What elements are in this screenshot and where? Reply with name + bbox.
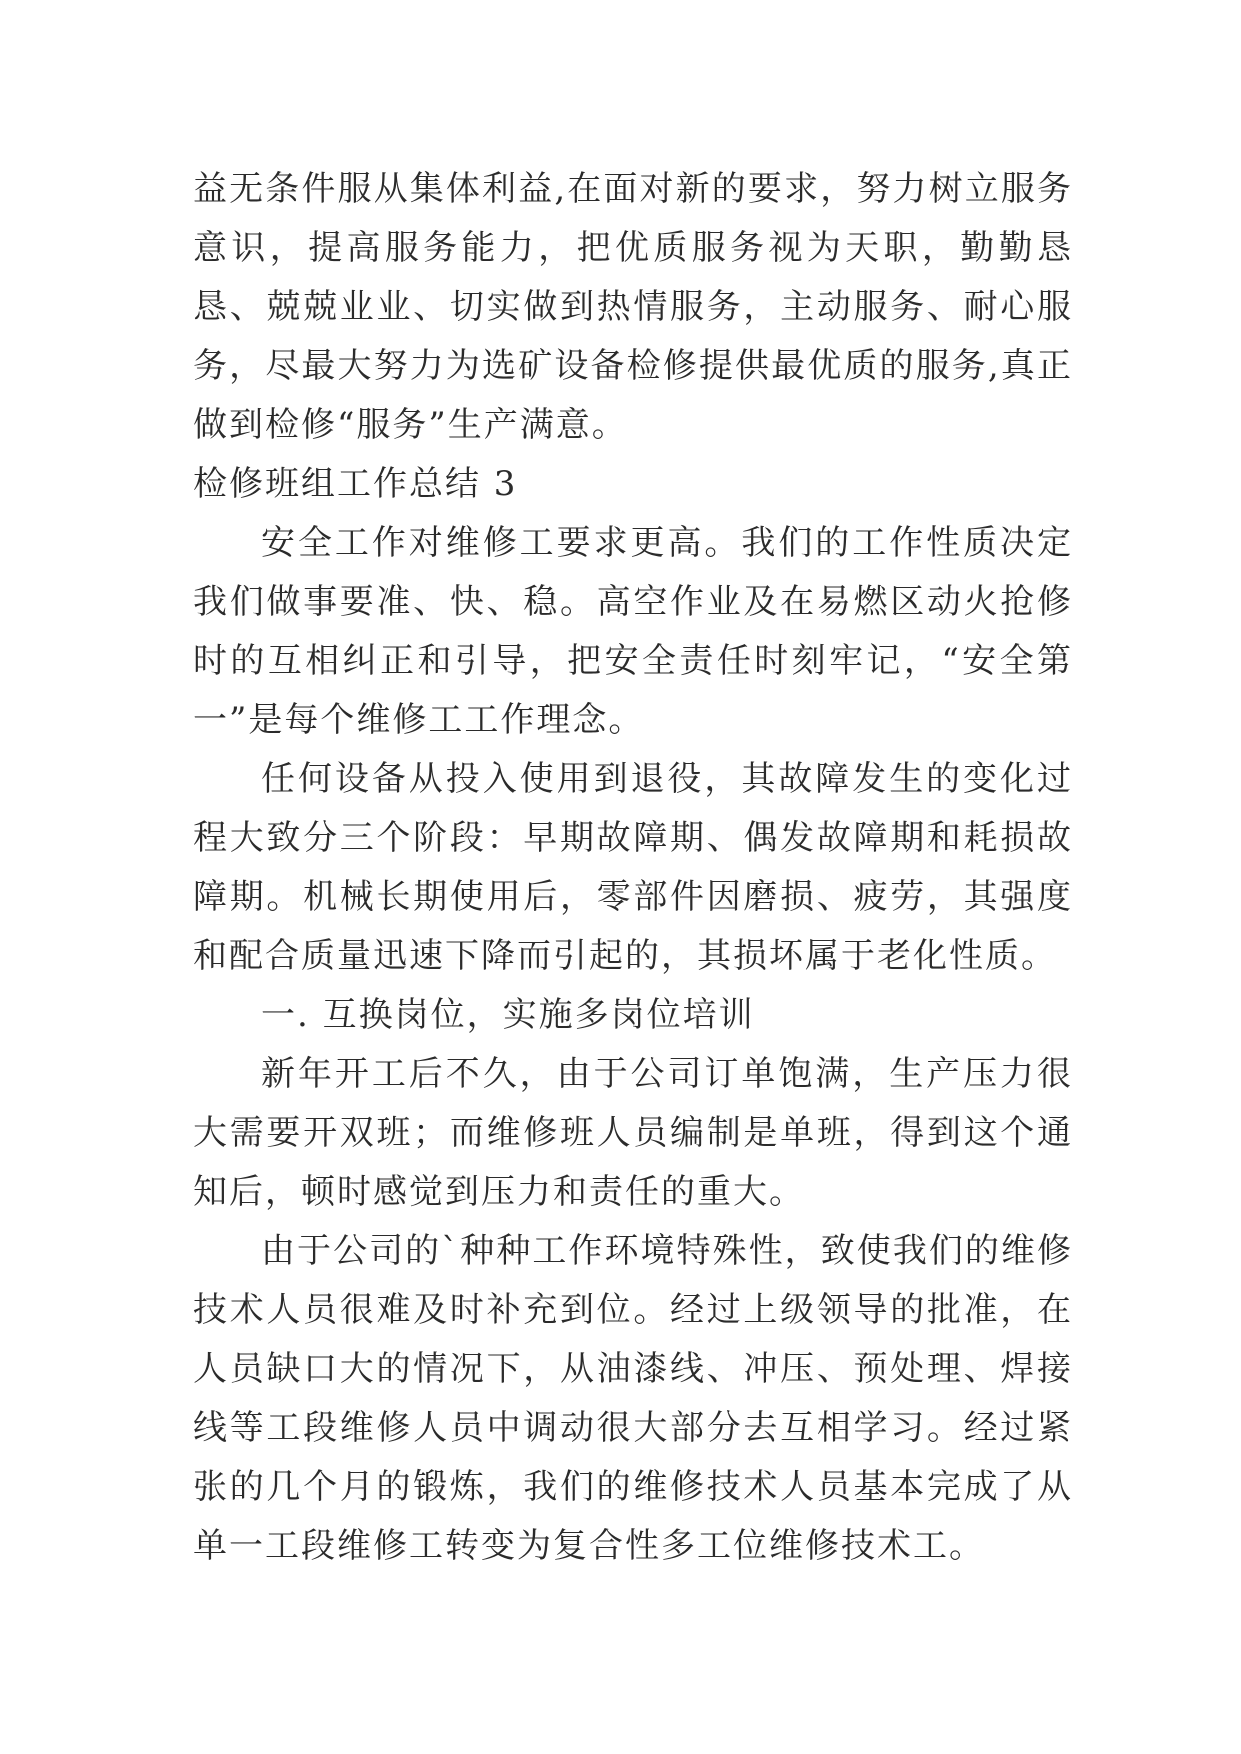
section-heading: 检修班组工作总结 3 (193, 464, 518, 504)
paragraph-failure-stages: 任何设备从投入使用到退役，其故障发生的变化过程大致分三个阶段：早期故障期、偶发故障期和耗损故障期。机械长期使用后，零部件因磨损、疲劳，其强度和配合质量迅速下降而引起的，其损坏属于老化性质。 (193, 759, 1073, 976)
paragraph-staffing: 由于公司的`种种工作环境特殊性，致使我们的维修技术人员很难及时补充到位。经过上级领导的批准，在人员缺口大的情况下，从油漆线、冲压、预处理、焊接线等工段维修人员中调动很大部分去互相学习。经过紧张的几个月的锻炼，我们的维修技术人员基本完成了从单一工段维修工转变为复合性多工位维修技术工。 (193, 1231, 1073, 1566)
subheading-job-rotation: 一. 互换岗位，实施多岗位培训 (261, 995, 755, 1035)
paragraph-safety: 安全工作对维修工要求更高。我们的工作性质决定我们做事要准、快、稳。高空作业及在易燃区动火抢修时的互相纠正和引导，把安全责任时刻牢记，“安全第一”是每个维修工工作理念。 (193, 523, 1073, 740)
paragraph-continuation: 益无条件服从集体利益,在面对新的要求，努力树立服务意识，提高服务能力，把优质服务视为天职，勤勤恳恳、兢兢业业、切实做到热情服务，主动服务、耐心服务，尽最大努力为选矿设备检修提供最优质的服务,真正做到检修“服务”生产满意。 (193, 169, 1073, 445)
document-body (193, 160, 1073, 1576)
paragraph-double-shift: 新年开工后不久，由于公司订单饱满，生产压力很大需要开双班；而维修班人员编制是单班，得到这个通知后，顿时感觉到压力和责任的重大。 (193, 1054, 1073, 1212)
